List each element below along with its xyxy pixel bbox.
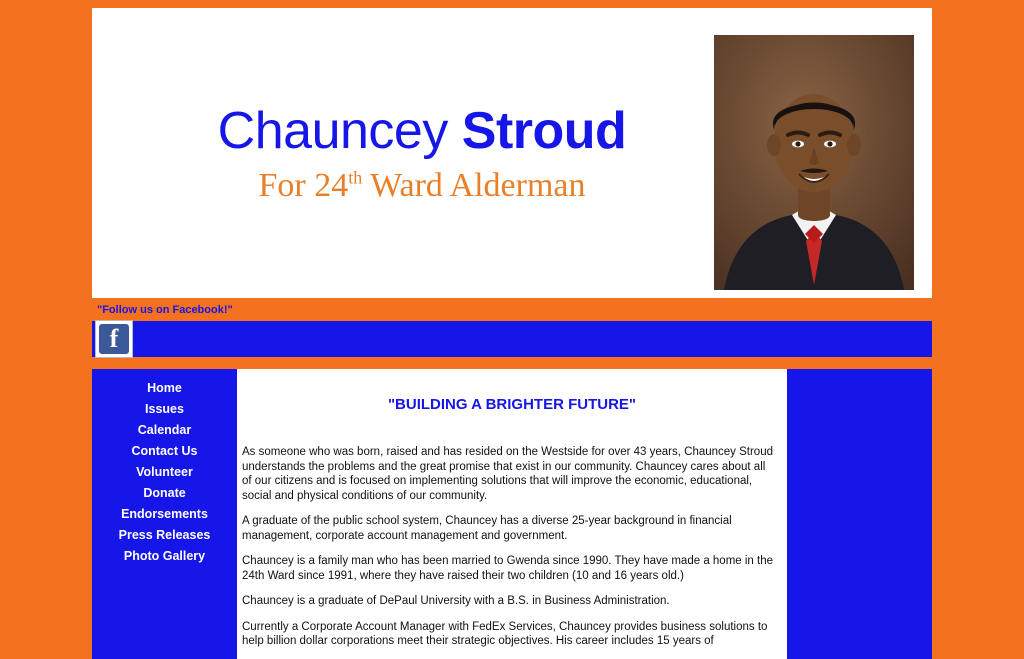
sidebar-item-contact-us[interactable]: Contact Us: [131, 443, 198, 458]
tagline-suffix: Ward Alderman: [362, 167, 586, 204]
facebook-icon[interactable]: [95, 320, 133, 358]
bio-paragraph-4: Chauncey is a graduate of DePaul University with a B.S. in Business Administration.: [242, 595, 670, 607]
candidate-tagline: [122, 167, 722, 205]
bio-paragraph-2: A graduate of the public school system, Chauncey has a diverse 25-year background in financial management, corporate account management and government.: [242, 515, 732, 542]
sidebar-item-issues[interactable]: Issues: [145, 401, 184, 416]
sidebar-nav: [92, 369, 237, 659]
right-column: [787, 369, 932, 659]
main-content: [237, 369, 787, 659]
bio-paragraph-3: Chauncey is a family man who has been married to Gwenda since 1990. They have made a home in the 24th Ward since 1991, where they have raised their two children (10 and 16 years old.): [242, 555, 774, 582]
candidate-portrait: [714, 35, 914, 290]
biography-text: [237, 445, 787, 649]
candidate-name: [122, 103, 722, 159]
sidebar-item-press-releases[interactable]: Press Releases: [118, 527, 211, 542]
sidebar-item-home[interactable]: Home: [147, 380, 182, 395]
bio-paragraph-5: Currently a Corporate Account Manager with FedEx Services, Chauncey provides business solutions to help billion dollar corporations meet their strategic objectives. His career includes 15 years of: [242, 620, 768, 647]
page-container: [92, 0, 932, 659]
facebook-glyph: f: [99, 324, 129, 354]
bio-paragraph-1: As someone who was born, raised and has resided on the Westside for over 43 years, Chauncey Stroud understands the problems and the great promise that exist in our community. Chauncey cares about all of our citizens and is focused on implementing solutions that will improve the economic, educational, social and physical conditions of our community.: [242, 446, 773, 502]
candidate-last-name: Stroud: [461, 102, 627, 160]
page-title: "BUILDING A BRIGHTER FUTURE": [387, 396, 637, 413]
tagline-prefix: For 24: [258, 167, 349, 204]
site-title: [122, 103, 722, 205]
tagline-ordinal: th: [348, 167, 363, 188]
sidebar-item-photo-gallery[interactable]: Photo Gallery: [123, 548, 206, 563]
site-header: [92, 8, 932, 298]
sidebar-item-calendar[interactable]: Calendar: [137, 422, 192, 437]
sidebar-item-volunteer[interactable]: Volunteer: [136, 464, 193, 479]
sidebar-item-endorsements[interactable]: Endorsements: [121, 506, 208, 521]
candidate-first-name: Chauncey: [217, 102, 448, 160]
sidebar-item-donate[interactable]: Donate: [143, 485, 186, 500]
content-area: [92, 369, 932, 659]
social-bar: [92, 321, 932, 357]
follow-us-label: "Follow us on Facebook!": [97, 304, 233, 316]
